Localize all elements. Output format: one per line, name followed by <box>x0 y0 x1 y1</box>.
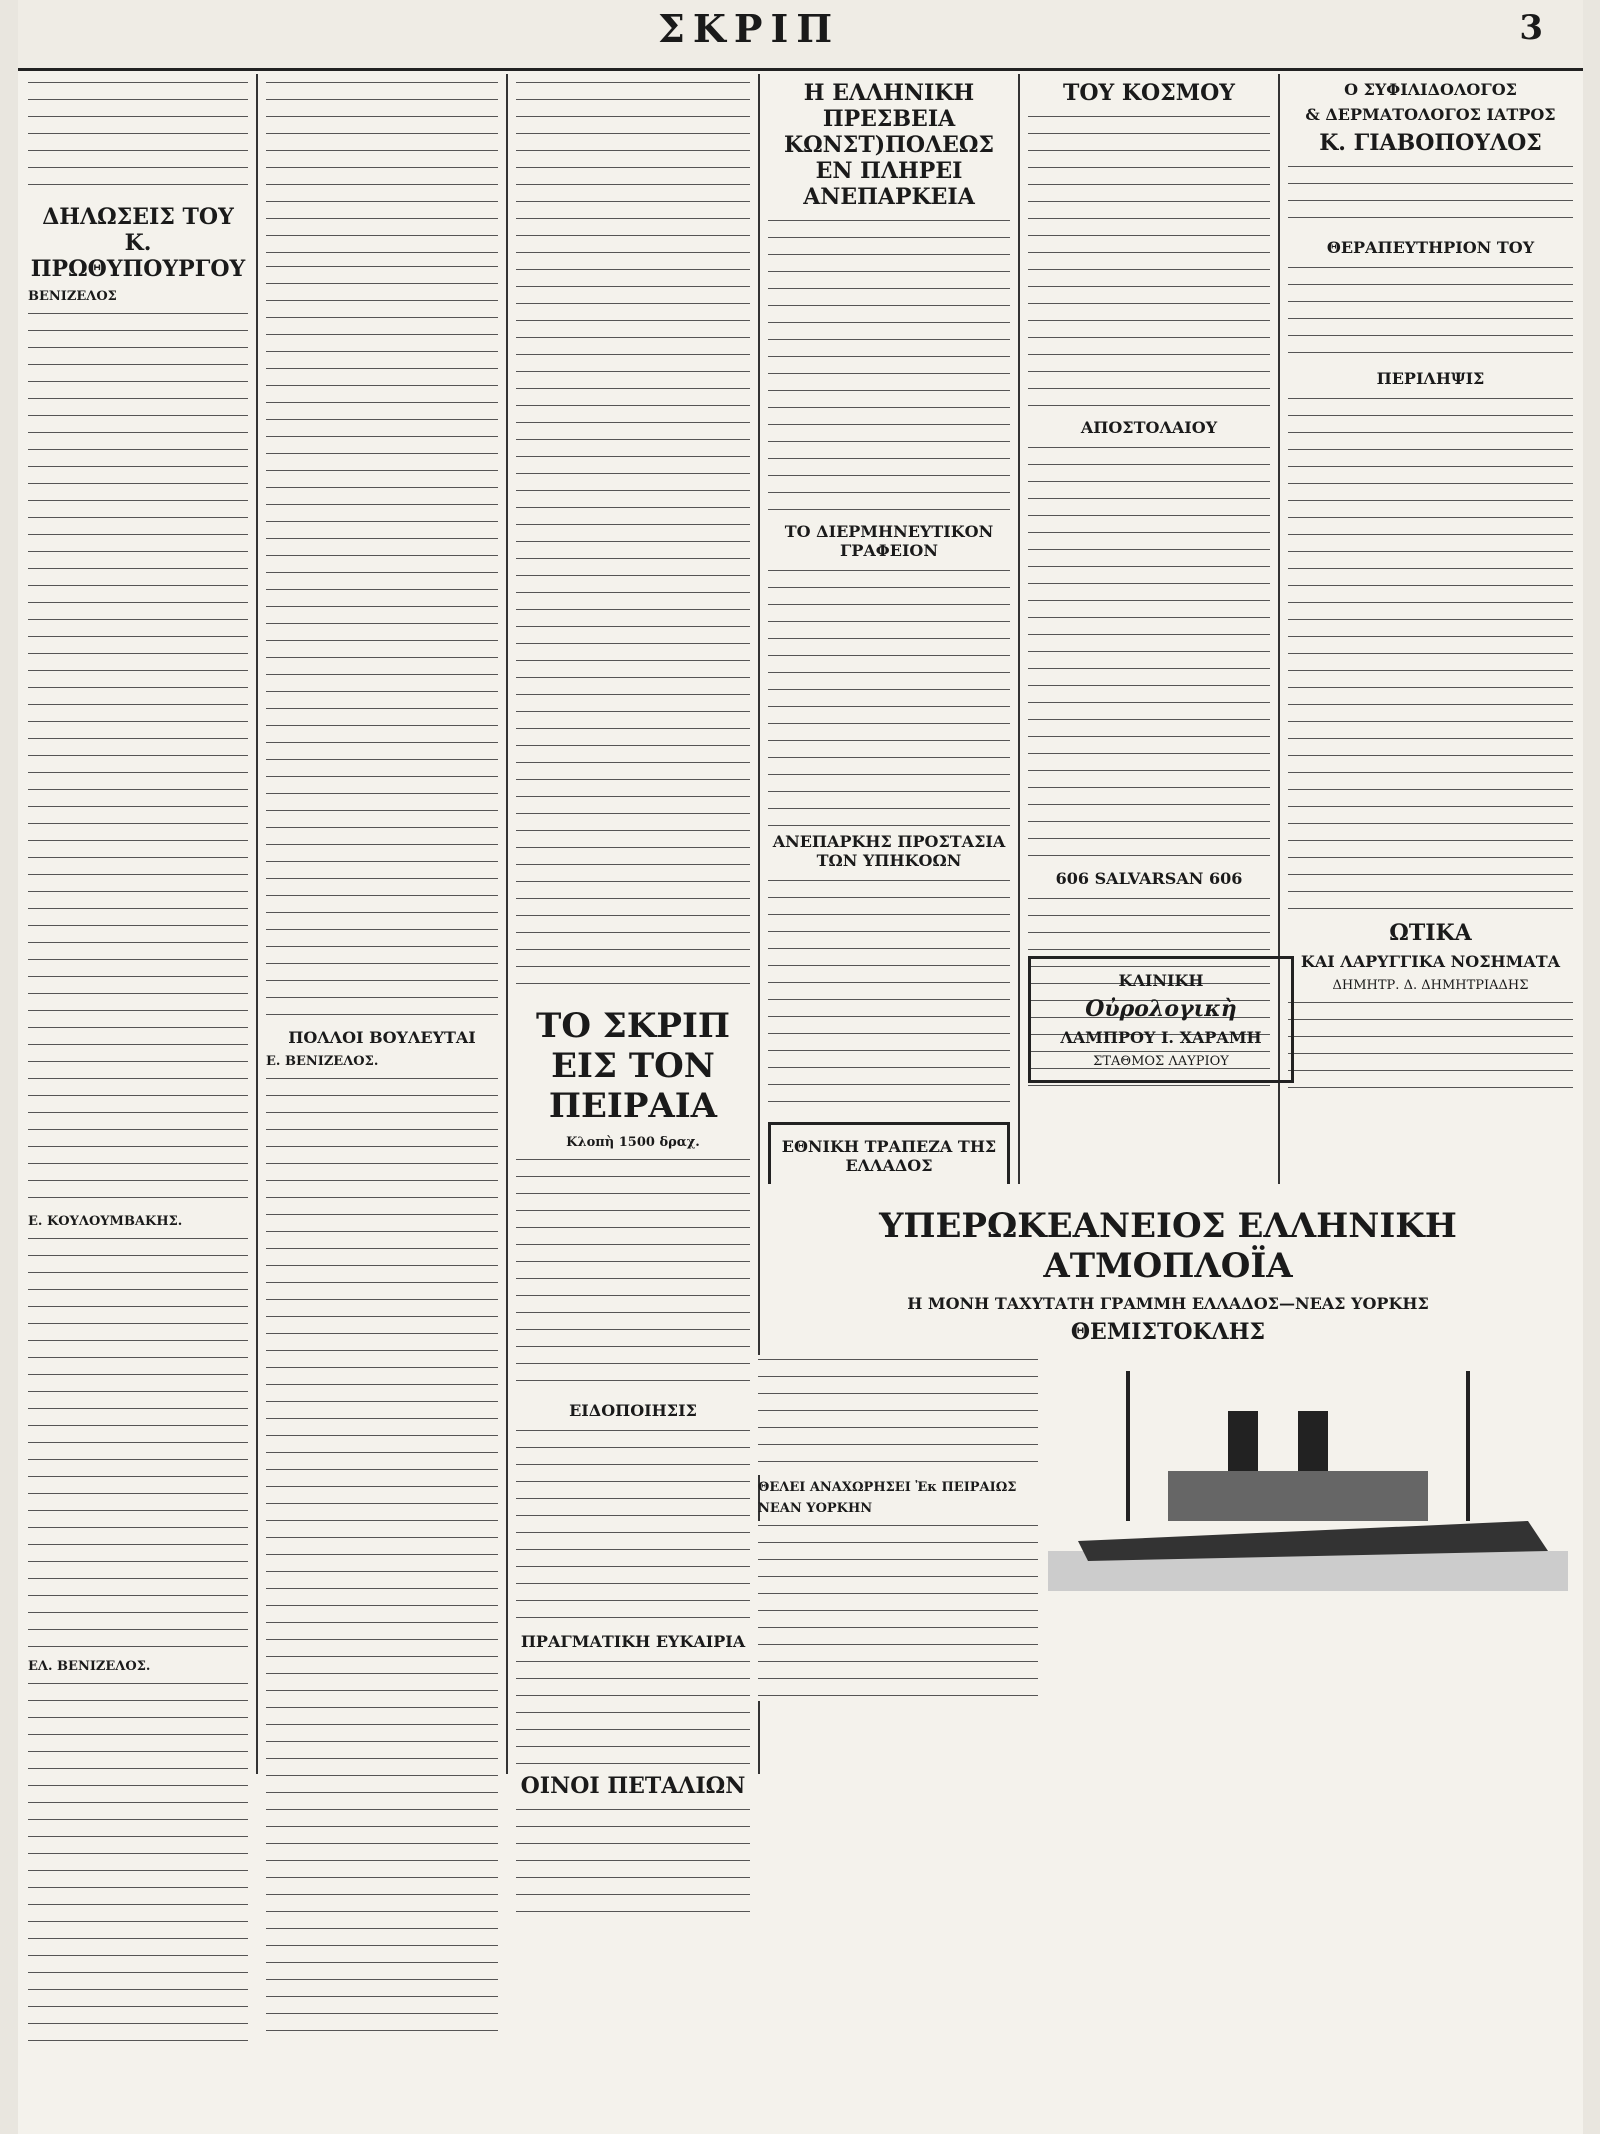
headline: Η ΕΛΛΗΝΙΚΗ ΠΡΕΣΒΕΙΑ ΚΩΝΣΤ)ΠΟΛΕΩΣ ΕΝ ΠΛΗΡΕΙ ΑΝΕΠΑΡΚΕΙΑ <box>783 80 995 210</box>
text-block <box>516 1426 750 1626</box>
destination: ΝΕΑΝ ΥΟΡΚΗΝ <box>758 1501 873 1516</box>
headline: ΤΟ ΣΚΡΙΠ ΕΙΣ ΤΟΝ ΠΕΙΡΑΙΑ <box>536 1006 730 1126</box>
headline: ΤΟΥ ΚΟΣΜΟΥ <box>1063 80 1235 106</box>
column-rule <box>506 74 508 1774</box>
text-block <box>768 216 1010 516</box>
ship-name: ΘΕΜΙΣΤΟΚΛΗΣ <box>1070 1319 1266 1345</box>
text-block <box>28 78 248 198</box>
text-block <box>1288 998 1573 1098</box>
ad-name: ΔΗΜΗΤΡ. Δ. ΔΗΜΗΤΡΙΑΔΗΣ <box>1332 978 1529 993</box>
masthead-title: ΣΚΡΙΠ <box>658 6 841 51</box>
steamship-headline: ΥΠΕΡΩΚΕΑΝΕΙΟΣ ΕΛΛΗΝΙΚΗ ΑΤΜΟΠΛΟΪΑ <box>879 1206 1457 1286</box>
text-block <box>516 1155 750 1395</box>
ad-title: ΚΑΙ ΛΑΡΥΓΓΙΚΑ ΝΟΣΗΜΑΤΑ <box>1300 952 1561 971</box>
text-block <box>28 1679 248 2044</box>
ad-title: Ο ΣΥΦΙΛΙΔΟΛΟΓΟΣ <box>1344 80 1517 99</box>
text-block <box>758 1355 1038 1475</box>
text-block <box>28 1234 248 1654</box>
text-block <box>266 1074 498 2044</box>
ad-title: ΟΙΝΟΙ ΠΕΤΑΛΙΩΝ <box>520 1773 746 1799</box>
clinic-ad <box>1028 956 1294 1083</box>
ad-heading: ΠΡΑΓΜΑΤΙΚΗ ΕΥΚΑΙΡΙΑ <box>520 1632 746 1651</box>
ad-title: ΘΕΡΑΠΕΥΤΗΡΙΟΝ ΤΟΥ <box>1326 238 1535 257</box>
speaker: Ε. ΚΟΥΛΟΥΜΒΑΚΗΣ. <box>28 1214 183 1229</box>
speaker: Ε. ΒΕΝΙΖΕΛΟΣ. <box>266 1054 379 1069</box>
text-block <box>1028 112 1270 412</box>
section-heading: ΠΕΡΙΛΗΨΙΣ <box>1376 369 1485 388</box>
clinic-name: Οὐρολογικὴ <box>1085 996 1237 1022</box>
headline: ΔΗΛΩΣΕΙΣ ΤΟΥ Κ. ΠΡΩΘΥΠΟΥΡΓΟΥ <box>30 204 246 282</box>
steamship-illustration <box>1048 1351 1568 1591</box>
text-block <box>266 78 498 258</box>
newspaper-page <box>18 0 1583 2134</box>
masthead-bar <box>18 0 1583 71</box>
text-block <box>266 262 498 1022</box>
text-block <box>1288 263 1573 363</box>
ad-title: Κ. ΓΙΑΒΟΠΟΥΛΟΣ <box>1319 130 1542 156</box>
text-block <box>768 566 1010 826</box>
column-1 <box>28 74 248 2044</box>
text-block <box>758 1521 1038 1701</box>
ad-name: 606 SALVARSAN 606 <box>1055 869 1243 888</box>
text-block <box>516 1805 750 1925</box>
bank-box <box>768 1122 1010 1184</box>
steamship-ad <box>758 1198 1578 1705</box>
text-block <box>28 309 248 1209</box>
section-heading: ΠΟΛΛΟΙ ΒΟΥΛΕΥΤΑΙ <box>288 1028 476 1047</box>
text-block <box>1288 162 1573 232</box>
bank-title: ΕΘΝΙΚΗ ΤΡΑΠΕΖΑ ΤΗΣ ΕΛΛΑΔΟΣ <box>781 1137 997 1175</box>
ad-name: ΑΠΟΣΤΟΛΑΙΟΥ <box>1080 418 1218 437</box>
subhead: ΑΝΕΠΑΡΚΗΣ ΠΡΟΣΤΑΣΙΑ ΤΩΝ ΥΠΗΚΟΩΝ <box>772 832 1006 870</box>
text-block <box>516 78 750 998</box>
clinic-station: ΣΤΑΘΜΟΣ ΛΑΥΡΙΟΥ <box>1093 1054 1229 1069</box>
column-rule <box>256 74 258 1774</box>
column-6 <box>1288 74 1573 1184</box>
text-block <box>768 876 1010 1116</box>
speaker: ΒΕΝΙΖΕΛΟΣ <box>28 289 117 304</box>
page-number: 3 <box>1519 8 1543 48</box>
departure: ΘΕΛΕΙ ΑΝΑΧΩΡΗΣΕΙ Ἐκ ΠΕΙΡΑΙΩΣ <box>758 1480 1017 1495</box>
subhead: ΤΟ ΔΙΕΡΜΗΝΕΥΤΙΚΟΝ ΓΡΑΦΕΙΟΝ <box>784 522 994 560</box>
ad-title: & ΔΕΡΜΑΤΟΛΟΓΟΣ ΙΑΤΡΟΣ <box>1305 105 1556 124</box>
text-block <box>1028 443 1270 863</box>
ad-title: ΩΤΙΚΑ <box>1389 920 1472 946</box>
subhead: Κλοπὴ 1500 δραχ. <box>566 1135 700 1150</box>
column-3 <box>516 74 750 2044</box>
clinic-doctor: ΛΑΜΠΡΟΥ Ι. ΧΑΡΑΜΗ <box>1060 1028 1262 1047</box>
column-rule <box>1018 74 1020 1184</box>
text-block <box>1288 394 1573 914</box>
column-4 <box>768 74 1010 1184</box>
notice-heading: ΕΙΔΟΠΟΙΗΣΙΣ <box>569 1401 697 1420</box>
text-block <box>777 1181 1001 1184</box>
column-2 <box>266 74 498 2044</box>
speaker: ΕΛ. ΒΕΝΙΖΕΛΟΣ. <box>28 1659 151 1674</box>
steamship-sub: Η ΜΟΝΗ ΤΑΧΥΤΑΤΗ ΓΡΑΜΜΗ ΕΛΛΑΔΟΣ—ΝΕΑΣ ΥΟΡΚΗΣ <box>907 1294 1429 1313</box>
text-block <box>516 1657 750 1767</box>
clinic-title: ΚΛΙΝΙΚΗ <box>1118 971 1204 990</box>
